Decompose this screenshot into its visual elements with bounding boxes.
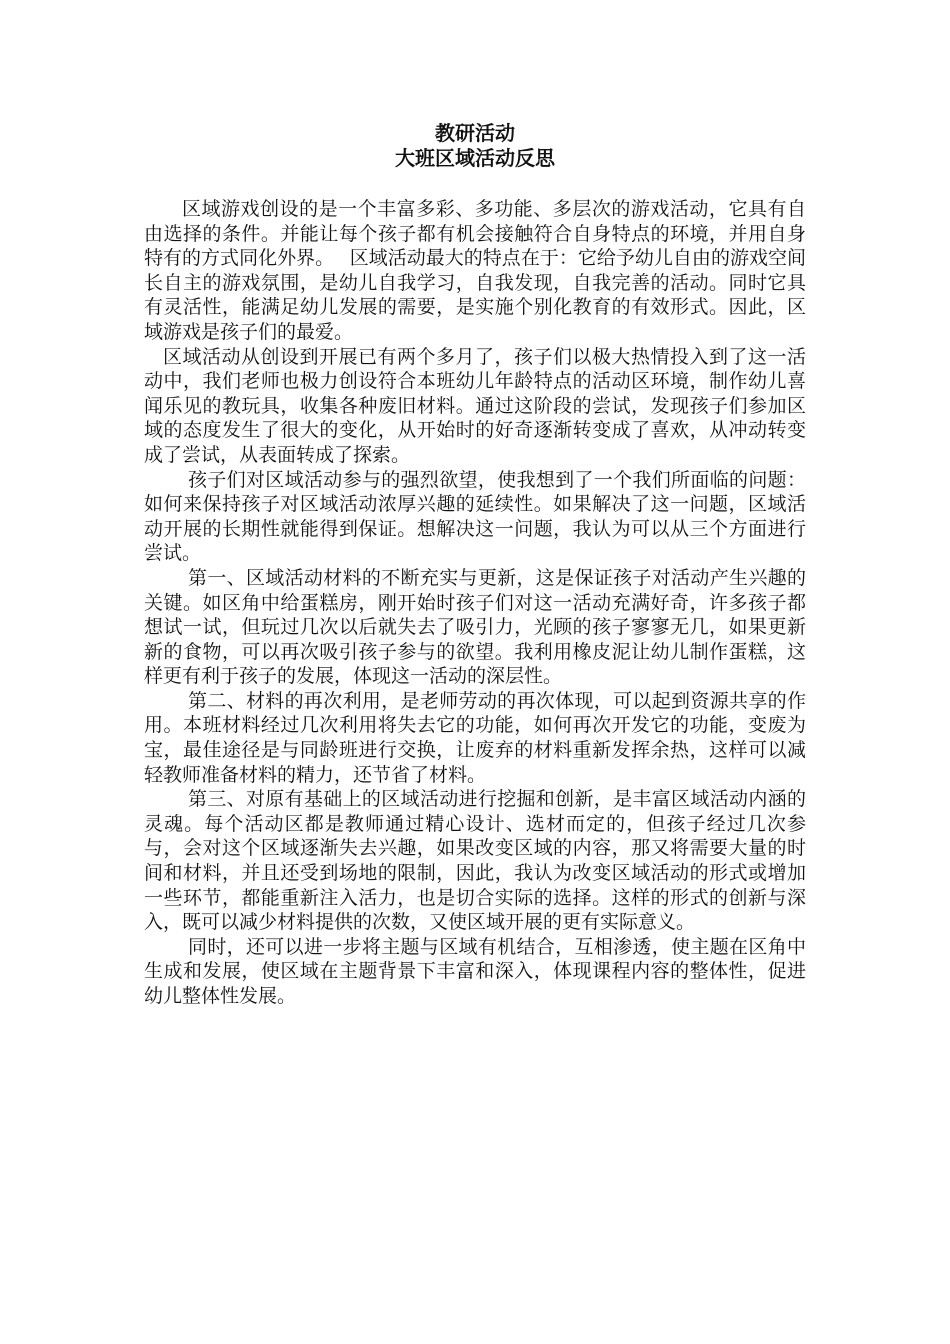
- paragraph-5: 第二、材料的再次利用，是老师劳动的再次体现，可以起到资源共享的作用。本班材料经过几次利用将失去它的功能，如何再次开发它的功能，变废为宝，最佳途径是与同龄班进行交换，让废弃的材料重新发挥余热，这样可以减轻教师准备材料的精力，还节省了材料。: [144, 689, 806, 786]
- paragraph-2: 区域活动从创设到开展已有两个多月了，孩子们以极大热情投入到了这一活动中，我们老师也极力创设符合本班幼儿年龄特点的活动区环境，制作幼儿喜闻乐见的教玩具，收集各种废旧材料。通过这阶段的尝试，发现孩子们参加区域的态度发生了很大的变化，从开始时的好奇逐渐转变成了喜欢，从冲动转变成了尝试，从表面转成了探索。: [144, 345, 806, 466]
- title-block: [144, 121, 806, 171]
- paragraph-1: 区域游戏创设的是一个丰富多彩、多功能、多层次的游戏活动，它具有自由选择的条件。并能让每个孩子都有机会接触符合自身特点的环境，并用自身特有的方式同化外界。 区域活动最大的特点在于：它给予幼儿自由的游戏空间长自主的游戏氛围，是幼儿自我学习，自我发现，自我完善的活动。同时它具有灵活性，能满足幼儿发展的需要，是实施个别化教育的有效形式。因此，区域游戏是孩子们的最爱。: [144, 198, 806, 343]
- document-title-line1: 教研活动: [435, 121, 515, 145]
- paragraph-7: 同时，还可以进一步将主题与区域有机结合，互相渗透，使主题在区角中生成和发展，使区域在主题背景下丰富和深入，体现课程内容的整体性，促进幼儿整体性发展。: [144, 935, 806, 1007]
- paragraph-6: 第三、对原有基础上的区域活动进行挖掘和创新，是丰富区域活动内涵的灵魂。每个活动区都是教师通过精心设计、选材而定的，但孩子经过几次参与，会对这个区域逐渐失去兴趣，如果改变区域的内容，那又将需要大量的时间和材料，并且还受到场地的限制，因此，我认为改变区域活动的形式或增加一些环节，都能重新注入活力，也是切合实际的选择。这样的形式的创新与深入，既可以减少材料提供的次数，又使区域开展的更有实际意义。: [144, 788, 806, 934]
- paragraph-3: 孩子们对区域活动参与的强烈欲望，使我想到了一个我们所面临的问题：如何来保持孩子对区域活动浓厚兴趣的延续性。如果解决了这一问题，区域活动开展的长期性就能得到保证。想解决这一问题，我认为可以从三个方面进行尝试。: [144, 468, 806, 565]
- document-title-line2: 大班区域活动反思: [395, 146, 555, 170]
- paragraph-4: 第一、区域活动材料的不断充实与更新，这是保证孩子对活动产生兴趣的关键。如区角中给蛋糕房，刚开始时孩子们对这一活动充满好奇，许多孩子都想试一试，但玩过几次以后就失去了吸引力，光顾的孩子寥寥无几，如果更新新的食物，可以再次吸引孩子参与的欲望。我利用橡皮泥让幼儿制作蛋糕，这样更有利于孩子的发展，体现这一活动的深层性。: [144, 566, 806, 688]
- document-page: [144, 121, 806, 1009]
